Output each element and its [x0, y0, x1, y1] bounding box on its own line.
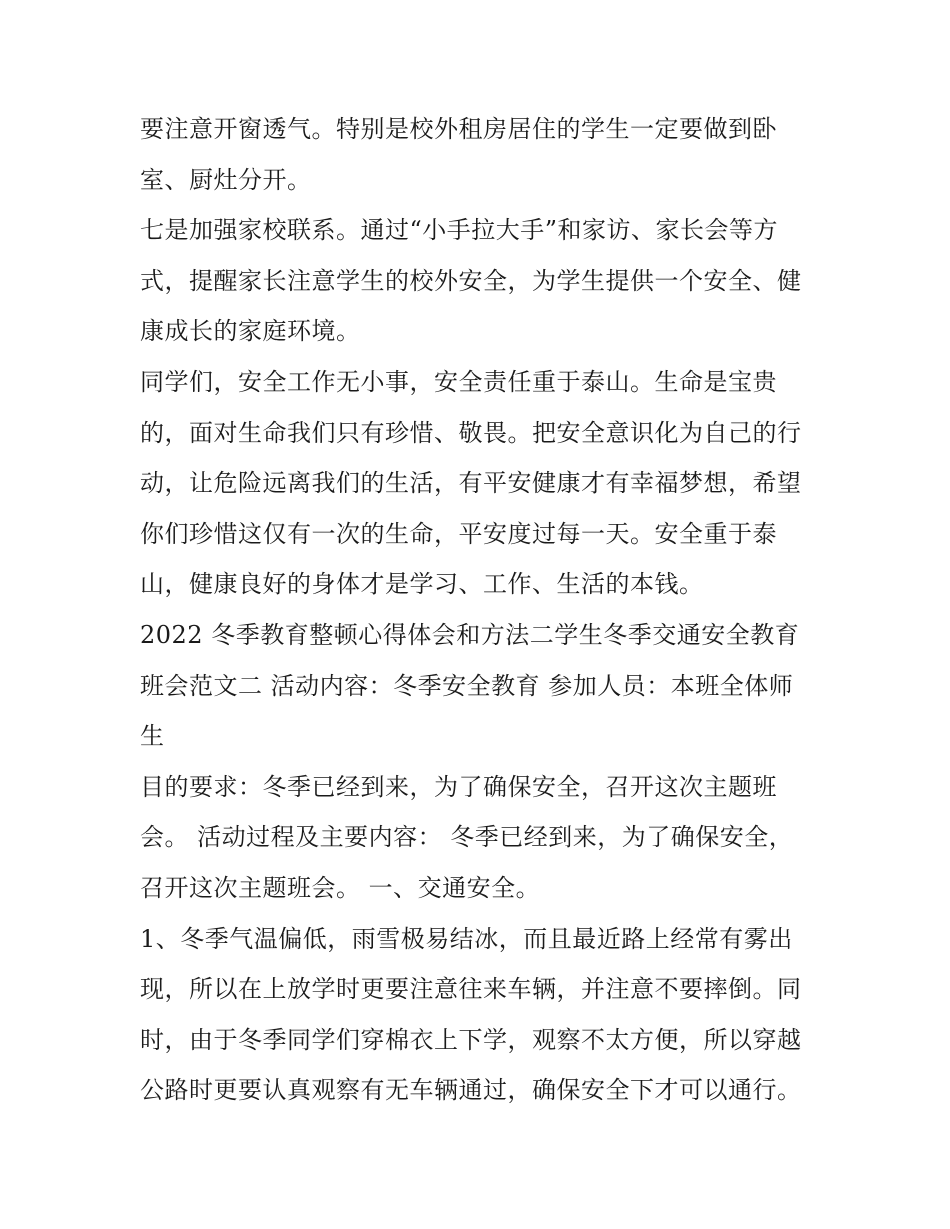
text-line: 要注意开窗透气。特别是校外租房居住的学生一定要做到卧 [140, 115, 777, 143]
text-line: 动，让危险远离我们的生活，有平安健康才有幸福梦想，希望 [140, 469, 802, 498]
text-line: 2022 冬季教育整顿心得体会和方法二学生冬季交通安全教育 [140, 620, 800, 649]
text-line: 康成长的家庭环境。 [140, 317, 361, 346]
text-line: 式，提醒家长注意学生的校外安全，为学生提供一个安全、健 [140, 266, 802, 295]
text-line: 时，由于冬季同学们穿棉衣上下学，观察不太方便，所以穿越 [140, 1025, 802, 1054]
paragraph-window-ventilation [140, 104, 820, 205]
text-line: 室、厨灶分开。 [140, 165, 312, 194]
document-body [140, 104, 820, 1116]
text-line: 目的要求：冬季已经到来，为了确保安全，召开这次主题班 [140, 772, 777, 801]
text-line: 公路时更要认真观察有无车辆通过，确保安全下才可以通行。 [140, 1076, 802, 1105]
paragraph-home-school-contact [140, 205, 820, 357]
text-line: 召开这次主题班会。 一、交通安全。 [140, 873, 541, 902]
text-line: 的，面对生命我们只有珍惜、敬畏。把安全意识化为自己的行 [140, 418, 802, 447]
text-line: 山，健康良好的身体才是学习、工作、生活的本钱。 [140, 570, 704, 599]
paragraph-traffic-safety-1 [140, 914, 820, 1116]
text-line: 同学们，安全工作无小事，安全责任重于泰山。生命是宝贵 [140, 367, 777, 396]
paragraph-purpose [140, 762, 820, 914]
text-line: 班会范文二 活动内容：冬季安全教育 参加人员：本班全体师 [140, 671, 794, 700]
paragraph-safety-message [140, 357, 820, 610]
text-line: 七是加强家校联系。通过“小手拉大手”和家访、家长会等方 [140, 216, 779, 245]
text-line: 你们珍惜这仅有一次的生命，平安度过每一天。安全重于泰 [140, 519, 777, 548]
paragraph-section-title [140, 610, 820, 762]
text-line: 生 [140, 722, 165, 751]
text-line: 1、冬季气温偏低，雨雪极易结冰，而且最近路上经常有雾出 [140, 924, 793, 953]
text-line: 会。 活动过程及主要内容： 冬季已经到来，为了确保安全， [140, 823, 794, 852]
text-line: 现，所以在上放学时更要注意往来车辆，并注意不要摔倒。同 [140, 975, 802, 1004]
